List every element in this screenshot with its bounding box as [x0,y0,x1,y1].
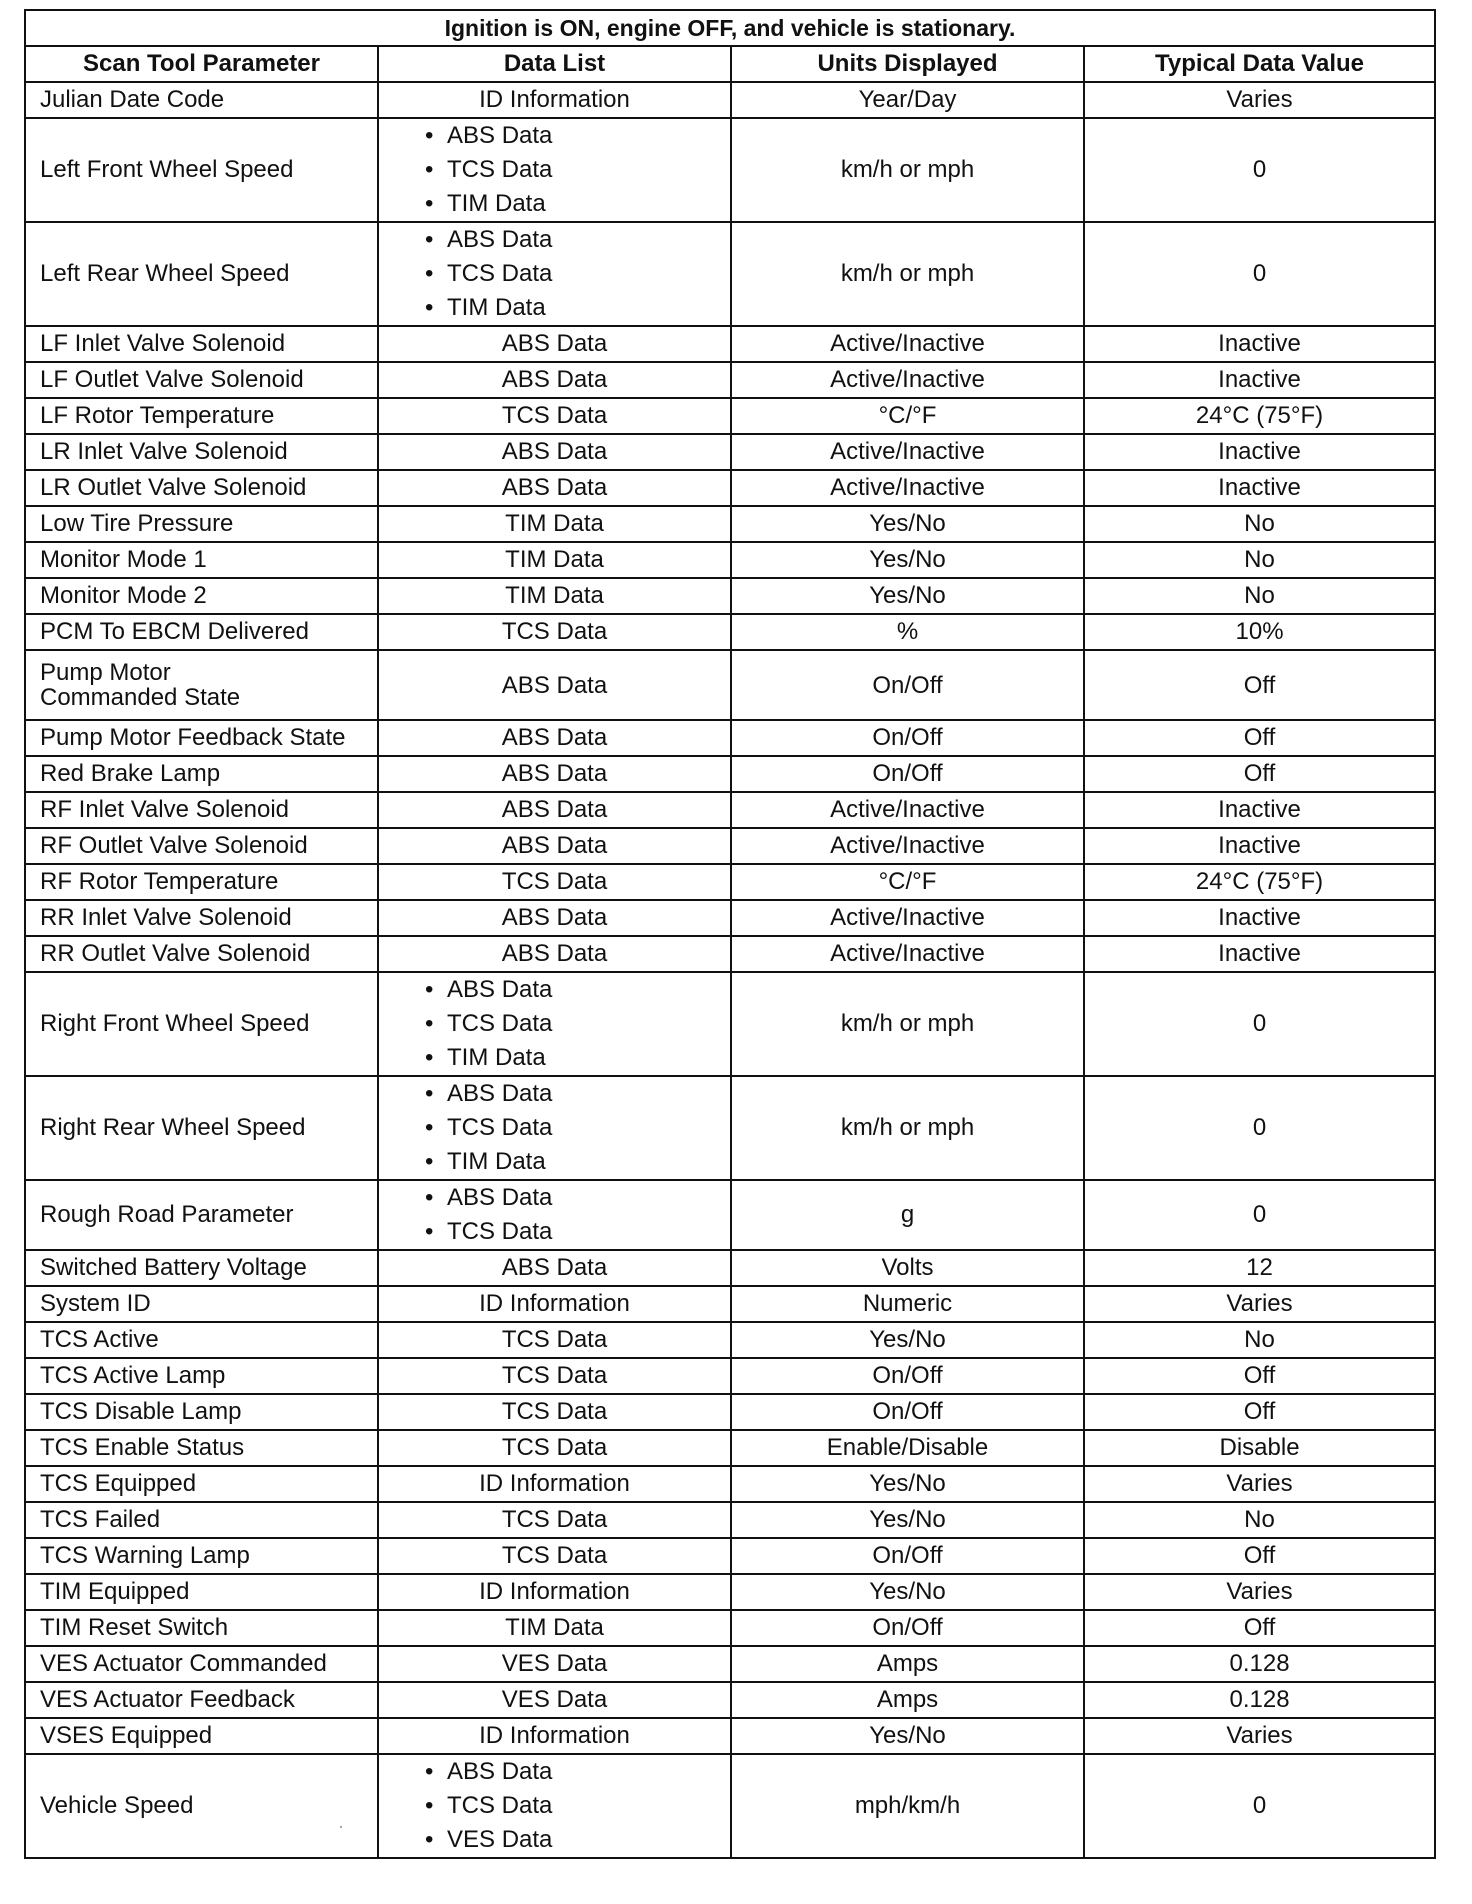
parameter-cell [25,1466,378,1502]
parameter-text: VES Actuator Feedback [40,1686,295,1713]
units-cell: Volts [731,1250,1084,1286]
data-list-cell [378,362,731,398]
typical-value-cell: Off [1084,650,1435,720]
parameter-text: LF Outlet Valve Solenoid [40,366,304,393]
typical-value-cell: 0 [1084,118,1435,222]
typical-value-cell: 24°C (75°F) [1084,864,1435,900]
units-cell: % [731,614,1084,650]
data-list-text: TCS Data [501,1398,608,1425]
units-cell: Yes/No [731,1502,1084,1538]
typical-value-cell: Off [1084,1610,1435,1646]
parameter-cell [25,434,378,470]
typical-value-cell: Varies [1084,1286,1435,1322]
data-list-cell [378,1358,731,1394]
parameter-cell [25,1754,378,1858]
parameter-text: LF Rotor Temperature [40,402,275,429]
data-list-cell [378,1502,731,1538]
data-list-text: TIM Data [505,582,604,609]
parameter-text: RR Inlet Valve Solenoid [40,904,292,931]
typical-value-cell: Off [1084,1394,1435,1430]
data-list-text: VES Data [501,1686,608,1713]
data-list-text: TCS Data [501,1506,608,1533]
data-list-cell [378,434,731,470]
parameter-text: TIM Reset Switch [40,1614,229,1641]
units-cell: On/Off [731,720,1084,756]
table-row [25,326,1435,362]
parameter-text: Switched Battery Voltage [40,1254,307,1281]
table-row [25,506,1435,542]
units-cell: Yes/No [731,1466,1084,1502]
parameter-cell [25,1076,378,1180]
data-list-cell [378,936,731,972]
units-cell: Active/Inactive [731,828,1084,864]
data-table-sheet [24,9,1434,1859]
table-row [25,1646,1435,1682]
table-row [25,222,1435,326]
table-row [25,828,1435,864]
data-list-text: ID Information [479,1722,630,1749]
units-cell: °C/°F [731,398,1084,434]
typical-value-cell: No [1084,542,1435,578]
parameter-text: PCM To EBCM Delivered [40,618,309,645]
parameter-cell [25,1250,378,1286]
parameter-text: TCS Enable Status [40,1434,245,1461]
data-list-text: ID Information [479,86,630,113]
parameter-cell [25,720,378,756]
data-list-cell [378,1250,731,1286]
table-row [25,1754,1435,1858]
data-list-item: • ABS Data [425,1755,720,1789]
data-list-cell [378,326,731,362]
units-cell: Yes/No [731,542,1084,578]
data-list-cell [378,578,731,614]
data-list-cell [378,222,731,326]
parameter-text: Julian Date Code [40,86,225,113]
column-header-parameter: Scan Tool Parameter [25,46,378,82]
typical-value-cell: Varies [1084,82,1435,118]
data-list-cell [378,1322,731,1358]
parameter-cell [25,1286,378,1322]
units-cell: Yes/No [731,578,1084,614]
table-title: Ignition is ON, engine OFF, and vehicle is stationary. [25,10,1435,46]
parameter-cell [25,326,378,362]
table-row [25,434,1435,470]
units-cell: Yes/No [731,1322,1084,1358]
parameter-cell [25,118,378,222]
data-list-item: • TIM Data [425,1145,720,1179]
scan-tool-data-table [24,9,1436,1859]
parameter-text: VSES Equipped [40,1722,213,1749]
table-row [25,1718,1435,1754]
typical-value-cell: 24°C (75°F) [1084,398,1435,434]
units-cell: On/Off [731,650,1084,720]
typical-value-cell: Disable [1084,1430,1435,1466]
parameter-line: Pump Motor [40,659,171,686]
parameter-cell [25,792,378,828]
table-row [25,362,1435,398]
parameter-cell [25,506,378,542]
parameter-text: Red Brake Lamp [40,760,221,787]
parameter-text: TIM Equipped [40,1578,190,1605]
data-list-text: ABS Data [501,366,608,393]
table-row [25,756,1435,792]
parameter-cell [25,1718,378,1754]
typical-value-cell: 12 [1084,1250,1435,1286]
parameter-cell [25,1430,378,1466]
data-list-cell [378,1286,731,1322]
data-list-item: • TCS Data [425,153,720,187]
parameter-cell [25,972,378,1076]
typical-value-cell: Off [1084,1358,1435,1394]
data-list-cell [378,614,731,650]
typical-value-cell: Off [1084,1538,1435,1574]
typical-value-cell: Inactive [1084,362,1435,398]
data-list-bullets [389,1077,720,1179]
data-list-item: • TCS Data [425,257,720,291]
parameter-cell [25,1574,378,1610]
data-list-item: • ABS Data [425,119,720,153]
parameter-text: TCS Active [40,1326,159,1353]
parameter-text: LR Outlet Valve Solenoid [40,474,307,501]
data-list-cell [378,650,731,720]
data-list-text: ID Information [479,1470,630,1497]
table-row [25,1286,1435,1322]
typical-value-cell: Off [1084,720,1435,756]
data-list-text: TCS Data [501,1362,608,1389]
table-row [25,792,1435,828]
typical-value-cell: 0 [1084,1076,1435,1180]
parameter-cell [25,614,378,650]
data-list-cell [378,1180,731,1250]
typical-value-cell: 0 [1084,222,1435,326]
data-list-cell [378,1574,731,1610]
data-list-item: • ABS Data [425,1181,720,1215]
typical-value-cell: Inactive [1084,326,1435,362]
data-list-cell [378,1394,731,1430]
parameter-text: LR Inlet Valve Solenoid [40,438,288,465]
table-row [25,578,1435,614]
table-row [25,614,1435,650]
parameter-text: VES Actuator Commanded [40,1650,327,1677]
data-list-text: TCS Data [501,1326,608,1353]
table-row [25,1322,1435,1358]
parameter-text: Left Front Wheel Speed [40,156,294,183]
units-cell: °C/°F [731,864,1084,900]
table-row [25,972,1435,1076]
data-list-item: • TCS Data [425,1007,720,1041]
data-list-item: • TCS Data [425,1111,720,1145]
units-cell: Yes/No [731,506,1084,542]
data-list-cell [378,1754,731,1858]
typical-value-cell: 0 [1084,1180,1435,1250]
units-cell: km/h or mph [731,118,1084,222]
data-list-cell [378,1430,731,1466]
typical-value-cell: No [1084,1322,1435,1358]
data-list-text: ABS Data [501,940,608,967]
typical-value-cell: Varies [1084,1466,1435,1502]
typical-value-cell: 0.128 [1084,1682,1435,1718]
data-list-cell [378,1466,731,1502]
table-row [25,1574,1435,1610]
typical-value-cell: 10% [1084,614,1435,650]
data-list-cell [378,1610,731,1646]
table-row [25,1682,1435,1718]
data-list-text: TCS Data [501,402,608,429]
units-cell: Enable/Disable [731,1430,1084,1466]
units-cell: Active/Inactive [731,362,1084,398]
parameter-cell [25,578,378,614]
table-row [25,1180,1435,1250]
table-row [25,1394,1435,1430]
data-list-cell [378,470,731,506]
units-cell: km/h or mph [731,222,1084,326]
parameter-text: TCS Active Lamp [40,1362,226,1389]
parameter-cell [25,1322,378,1358]
data-list-bullets [389,119,720,221]
units-cell: On/Off [731,1394,1084,1430]
data-list-text: ABS Data [501,724,608,751]
units-cell: On/Off [731,1358,1084,1394]
data-list-cell [378,82,731,118]
units-cell: g [731,1180,1084,1250]
data-list-text: TCS Data [501,868,608,895]
data-list-text: ABS Data [501,474,608,501]
units-cell: km/h or mph [731,1076,1084,1180]
parameter-text: TCS Warning Lamp [40,1542,250,1569]
table-row [25,720,1435,756]
data-list-text: TCS Data [501,1434,608,1461]
units-cell: mph/km/h [731,1754,1084,1858]
data-list-text: ABS Data [501,330,608,357]
units-cell: Amps [731,1682,1084,1718]
typical-value-cell: No [1084,506,1435,542]
data-list-cell [378,720,731,756]
data-list-item: • ABS Data [425,1077,720,1111]
data-list-cell [378,1538,731,1574]
units-cell: Year/Day [731,82,1084,118]
data-list-text: VES Data [501,1650,608,1677]
parameter-text: RF Rotor Temperature [40,868,279,895]
table-row [25,1466,1435,1502]
parameter-text: Monitor Mode 1 [40,546,207,573]
typical-value-cell: Varies [1084,1574,1435,1610]
data-list-text: ID Information [479,1290,630,1317]
data-list-bullets [389,223,720,325]
units-cell: km/h or mph [731,972,1084,1076]
table-row [25,1250,1435,1286]
data-list-text: ABS Data [501,1254,608,1281]
parameter-cell [25,82,378,118]
table-row [25,542,1435,578]
data-list-cell [378,792,731,828]
typical-value-cell: Varies [1084,1718,1435,1754]
typical-value-cell: 0.128 [1084,1646,1435,1682]
typical-value-cell: Inactive [1084,434,1435,470]
data-list-item: • TIM Data [425,187,720,221]
typical-value-cell: Off [1084,756,1435,792]
parameter-text: System ID [40,1290,151,1317]
data-list-bullets [389,973,720,1075]
parameter-text: Monitor Mode 2 [40,582,207,609]
parameter-cell [25,756,378,792]
data-list-text: ABS Data [501,832,608,859]
parameter-cell [25,542,378,578]
parameter-text: TCS Equipped [40,1470,197,1497]
data-list-text: TIM Data [505,1614,604,1641]
data-list-text: TIM Data [505,546,604,573]
data-list-cell [378,1682,731,1718]
parameter-cell [25,1646,378,1682]
typical-value-cell: Inactive [1084,828,1435,864]
typical-value-cell: Inactive [1084,470,1435,506]
parameter-text: LF Inlet Valve Solenoid [40,330,286,357]
table-row [25,936,1435,972]
table-row [25,1610,1435,1646]
data-list-item: • VES Data [425,1823,720,1857]
parameter-cell [25,1538,378,1574]
typical-value-cell: No [1084,578,1435,614]
parameter-text: RR Outlet Valve Solenoid [40,940,311,967]
parameter-cell [25,398,378,434]
parameter-cell [25,1682,378,1718]
parameter-text: Low Tire Pressure [40,510,234,537]
table-row [25,650,1435,720]
table-row [25,1502,1435,1538]
units-cell: Yes/No [731,1574,1084,1610]
units-cell: Active/Inactive [731,936,1084,972]
data-list-text: ABS Data [501,904,608,931]
units-cell: Yes/No [731,1718,1084,1754]
parameter-line: Commanded State [40,684,241,711]
data-list-text: ABS Data [501,671,608,699]
data-list-cell [378,398,731,434]
parameter-text: Rough Road Parameter [40,1201,294,1228]
parameter-text: RF Inlet Valve Solenoid [40,796,290,823]
typical-value-cell: Inactive [1084,792,1435,828]
data-list-text: ID Information [479,1578,630,1605]
data-list-item: • TIM Data [425,291,720,325]
table-row [25,118,1435,222]
units-cell: Amps [731,1646,1084,1682]
parameter-cell [25,828,378,864]
data-list-cell [378,864,731,900]
parameter-text: TCS Disable Lamp [40,1398,242,1425]
table-row [25,398,1435,434]
typical-value-cell: 0 [1084,972,1435,1076]
parameter-cell [25,1358,378,1394]
parameter-cell [25,900,378,936]
table-row [25,1538,1435,1574]
data-list-item: • TCS Data [425,1215,720,1249]
parameter-text: Left Rear Wheel Speed [40,260,290,287]
parameter-cell [25,362,378,398]
data-list-text: ABS Data [501,796,608,823]
data-list-cell [378,118,731,222]
parameter-cell [25,864,378,900]
table-row [25,1076,1435,1180]
table-row [25,470,1435,506]
data-list-bullets [389,1181,720,1249]
table-row [25,1430,1435,1466]
data-list-bullets [389,1755,720,1857]
data-list-cell [378,756,731,792]
units-cell: Active/Inactive [731,792,1084,828]
data-list-item: • ABS Data [425,223,720,257]
table-row [25,1358,1435,1394]
data-list-text: ABS Data [501,760,608,787]
parameter-text: TCS Failed [40,1506,161,1533]
data-list-cell [378,1718,731,1754]
data-list-text: TCS Data [501,618,608,645]
typical-value-cell: Inactive [1084,936,1435,972]
data-list-text: TIM Data [505,510,604,537]
data-list-cell [378,1646,731,1682]
parameter-cell [25,222,378,326]
table-row [25,900,1435,936]
column-header-data-list: Data List [378,46,731,82]
data-list-text: ABS Data [501,438,608,465]
parameter-cell [25,1502,378,1538]
parameter-cell [25,1394,378,1430]
data-list-cell [378,900,731,936]
units-cell: Active/Inactive [731,900,1084,936]
data-list-cell [378,542,731,578]
data-list-cell [378,828,731,864]
units-cell: Active/Inactive [731,470,1084,506]
units-cell: On/Off [731,1610,1084,1646]
data-list-item: • ABS Data [425,973,720,1007]
data-list-cell [378,506,731,542]
units-cell: Active/Inactive [731,326,1084,362]
data-list-cell [378,972,731,1076]
units-cell: On/Off [731,1538,1084,1574]
parameter-cell [25,650,378,720]
column-header-units: Units Displayed [731,46,1084,82]
data-list-text: TCS Data [501,1542,608,1569]
table-row [25,864,1435,900]
data-list-item: • TCS Data [425,1789,720,1823]
parameter-cell [25,470,378,506]
parameter-cell [25,936,378,972]
data-list-cell [378,1076,731,1180]
table-row [25,82,1435,118]
parameter-cell [25,1180,378,1250]
units-cell: On/Off [731,756,1084,792]
parameter-text: Right Front Wheel Speed [40,1010,310,1037]
units-cell: Numeric [731,1286,1084,1322]
column-header-typical-value: Typical Data Value [1084,46,1435,82]
table-body [25,82,1435,1858]
parameter-cell [25,1610,378,1646]
parameter-text: Right Rear Wheel Speed [40,1114,306,1141]
parameter-text: Vehicle Speed [40,1792,194,1819]
parameter-text: RF Outlet Valve Solenoid [40,832,308,859]
units-cell: Active/Inactive [731,434,1084,470]
parameter-text: Pump Motor Feedback State [40,724,346,751]
typical-value-cell: No [1084,1502,1435,1538]
typical-value-cell: Inactive [1084,900,1435,936]
data-list-item: • TIM Data [425,1041,720,1075]
stray-mark [340,1826,342,1828]
typical-value-cell: 0 [1084,1754,1435,1858]
